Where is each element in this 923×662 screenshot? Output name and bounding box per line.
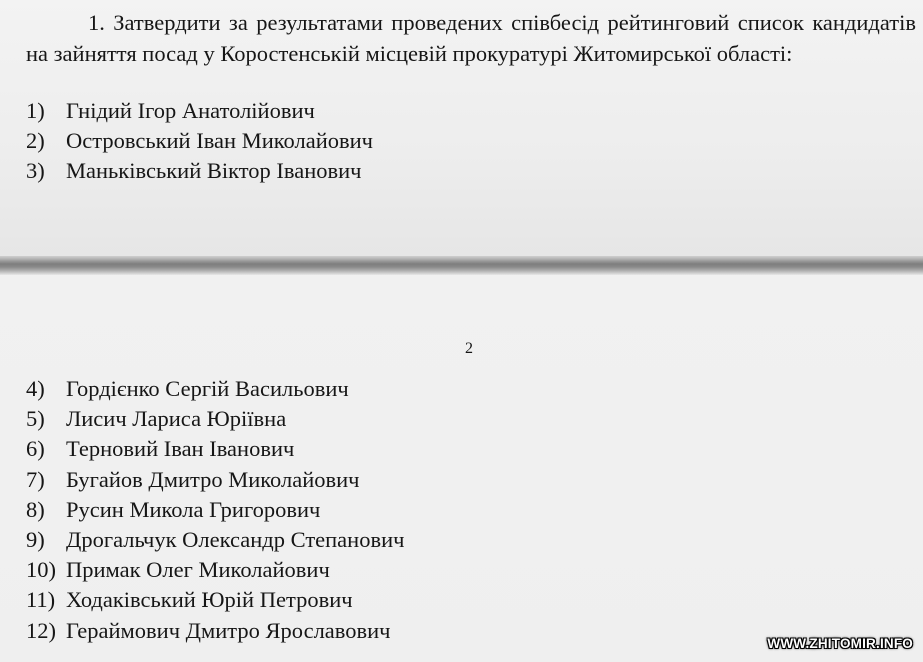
item-number: 4) [26,376,45,401]
item-number: 7) [26,466,45,492]
candidate-name: Гнідий Ігор Анатолійович [66,98,315,123]
list-item [26,404,404,434]
list-item [26,585,404,615]
list-item [26,374,404,404]
candidate-name: Дрогальчук Олександр Степанович [66,527,405,553]
candidate-name: Бугайов Дмитро Миколайович [66,466,360,492]
candidate-name: Терновий Іван Іванович [66,436,295,462]
candidate-list-part-2 [26,374,404,646]
item-number: 6) [26,436,45,462]
candidate-name: Гераймович Дмитро Ярославович [66,617,391,643]
candidate-name: Русин Микола Григорович [66,496,321,522]
decision-paragraph: 1. Затвердити за результатами проведених співбесід рейтинговий список кандидатів на зайняття посад у Коростенській місцевій прокуратурі Житомирської області: [26,10,916,66]
candidate-name: Маньківський Віктор Іванович [66,158,362,183]
item-number: 11) [26,587,56,613]
list-item [26,555,404,585]
list-item [26,616,404,646]
item-number: 5) [26,406,45,432]
candidate-name: Гордієнко Сергій Васильович [66,376,349,401]
item-number: 8) [26,496,45,522]
list-item [26,96,373,126]
item-number: 2) [26,128,45,153]
item-number: 1) [26,98,45,123]
item-number: 12) [26,617,56,643]
list-item [26,465,404,495]
item-number: 10) [26,557,56,583]
page-number: 2 [465,340,473,357]
list-item [26,156,373,186]
candidate-list-part-1 [26,96,373,186]
candidate-name: Примак Олег Миколайович [66,557,330,583]
list-item [26,126,373,156]
item-number: 3) [26,158,45,183]
list-item [26,495,404,525]
candidate-name: Ходаківський Юрій Петрович [66,587,353,613]
site-watermark: WWW.ZHITOMIR.INFO [767,636,913,651]
page-separator [0,256,923,275]
item-number: 9) [26,527,45,553]
list-item [26,434,404,464]
candidate-name: Островський Іван Миколайович [66,128,373,153]
candidate-name: Лисич Лариса Юріївна [66,406,287,432]
list-item [26,525,404,555]
document-page-1-fragment [0,0,923,258]
